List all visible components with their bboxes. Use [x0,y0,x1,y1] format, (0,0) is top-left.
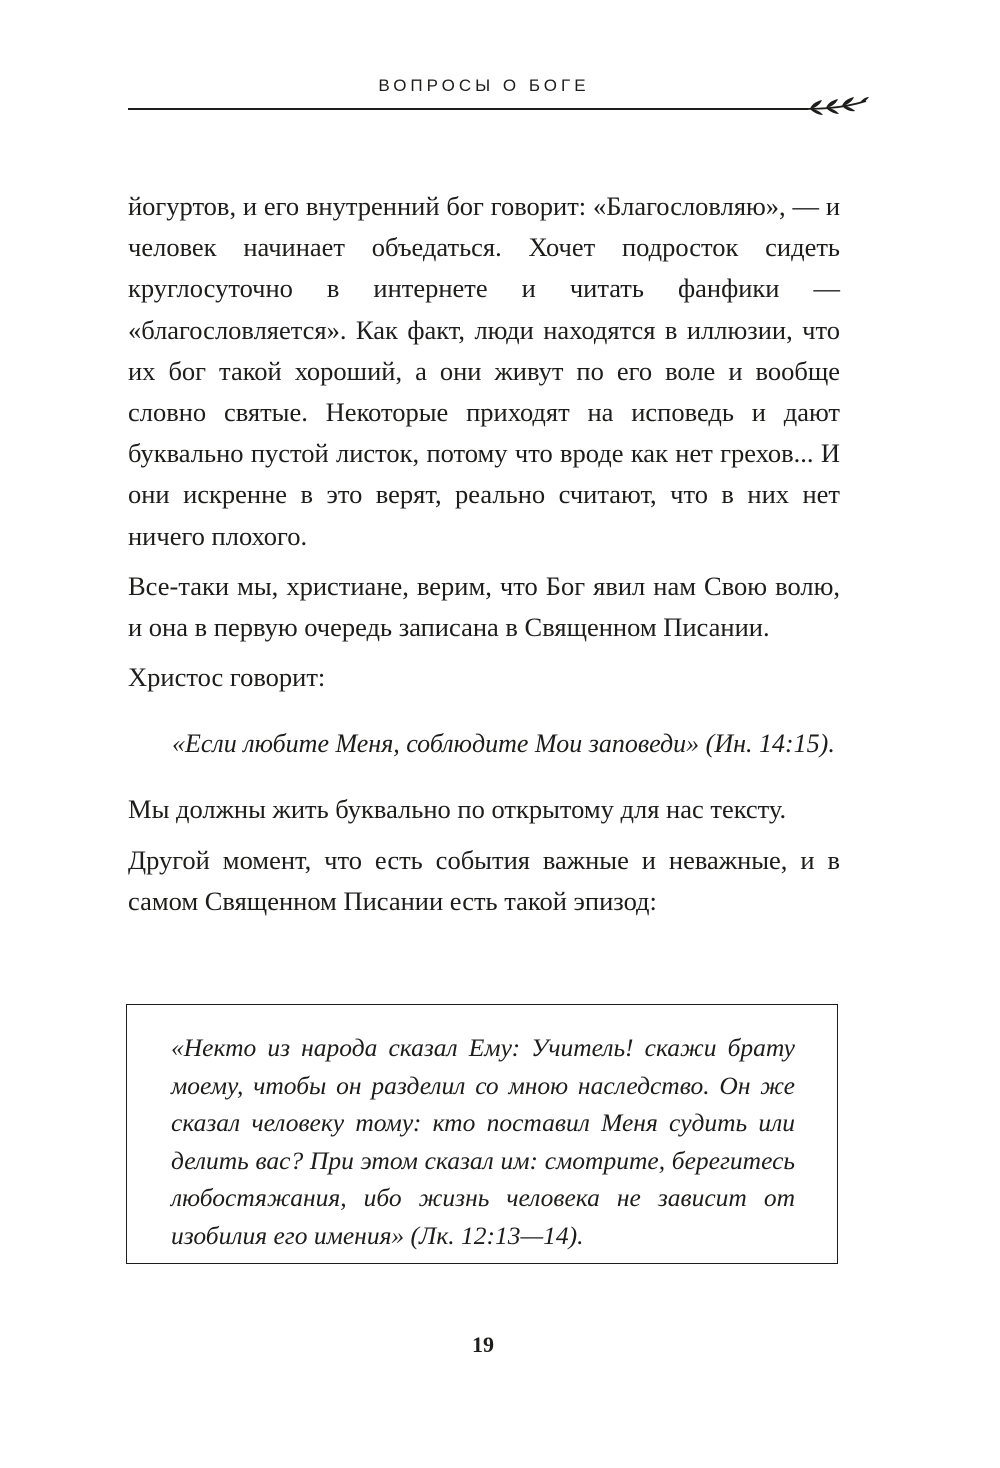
boxed-scripture-quote [126,1004,838,1264]
page-number: 19 [472,1332,494,1357]
paragraph: йогуртов, и его внутренний бог говорит: «Благословляю», — и человек начинает объедаться. Хочет подросток сидеть круглосуточно в интернете и читать фанфики — «благословляется». Как факт, люди находятся в иллюзии, что их бог такой хороший, а они живут по его воле и вообще словно святые. Некоторые приходят на исповедь и дают буквально пустой листок, потому что вроде как нет грехов... И они искренне в это верят, реально считают, что в них нет ничего плохого. [128,191,840,551]
paragraph: Все-таки мы, христиане, верим, что Бог явил нам Свою волю, и она в первую очередь записана в Священном Писании. [128,570,840,643]
paragraph: Мы должны жить буквально по открытому для нас тексту. [128,794,787,825]
body-text [128,186,840,922]
running-title: ВОПРОСЫ О БОГЕ [378,76,590,95]
scripture-quote: «Если любите Меня, соблюдите Мои заповеди» (Ин. 14:15). [172,729,835,759]
header-rule [128,108,808,110]
paragraph: Другой момент, что есть события важные и неважные, и в самом Священном Писании есть такой эпизод: [128,844,840,916]
boxed-quote-text: «Некто из народа сказал Ему: Учитель! скажи брату моему, чтобы он разделил со мною наследство. Он же сказал человеку тому: кто поставил Меня судить или делить вас? При этом сказал им: смотрите, берегитесь любостяжания, ибо жизнь человека не зависит от изобилия его имения» (Лк. 12:13—14). [171,1033,795,1250]
paragraph: Христос говорит: [128,662,326,693]
leaf-branch-icon [796,93,870,123]
